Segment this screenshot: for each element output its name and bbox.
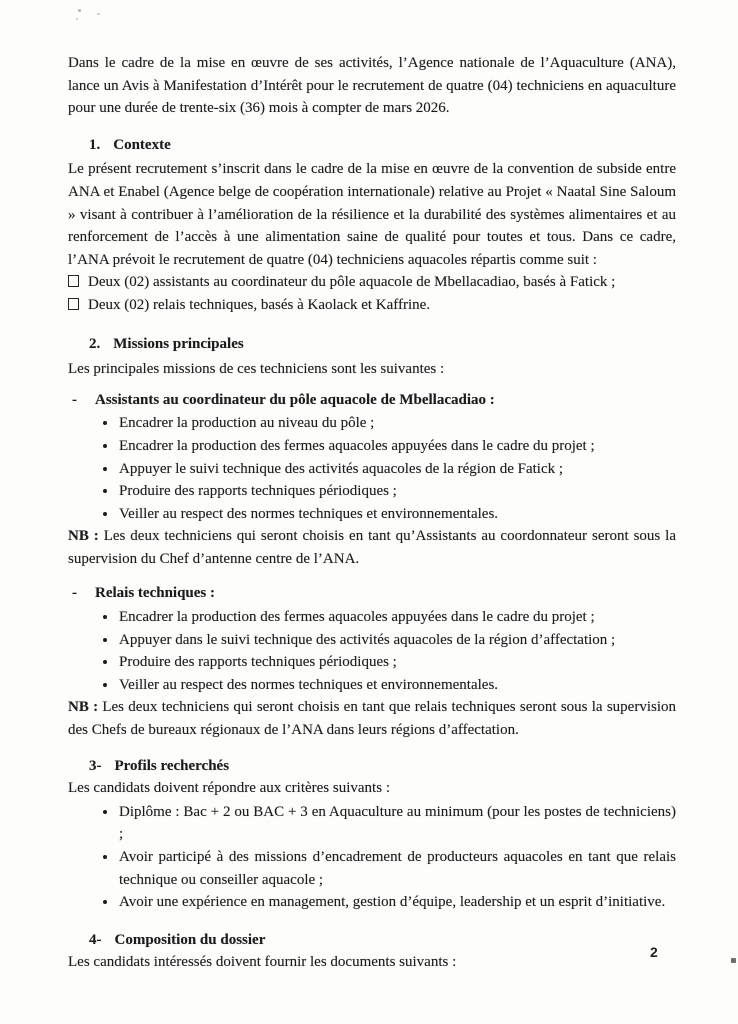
section-1-heading — [68, 134, 676, 157]
section-2-heading — [68, 333, 676, 356]
group-title-text: Relais techniques : — [95, 585, 215, 602]
list-item: • Appuyer dans le suivi technique des activités aquacoles de la région d’affectation ; — [118, 629, 676, 652]
list-item: • Encadrer la production au niveau du pôle ; — [118, 412, 676, 435]
nb-note-assistants — [68, 525, 676, 570]
section-4-lead: Les candidats intéressés doivent fournir les documents suivants : — [68, 954, 457, 971]
scan-speck — [76, 18, 78, 20]
dash-marker: - — [72, 391, 77, 408]
dash-marker: - — [72, 585, 77, 602]
recruitment-item-text: Deux (02) assistants au coordinateur du pôle aquacole de Mbellacadiao, basés à Fatick ; — [88, 274, 616, 291]
section-2-lead: Les principales missions de ces techniciens sont les suivantes : — [68, 361, 445, 378]
group-relais-title — [68, 582, 676, 605]
section-1-body: Le présent recrutement s’inscrit dans le cadre de la mise en œuvre de la convention de subside entre ANA et Enabel (Agence belge de coopération internationale) relative au Projet « Naatal Sine Saloum » visant à contribuer à l’amélioration de la résilience et la durabilité des systèmes alimentaires et au renforcement de l’accès à une alimentation saine de qualité pour toutes et tous. Dans ce cadre, l’ANA prévoit le recrutement de quatre (04) techniciens aquacoles répartis comme suit : — [68, 161, 676, 268]
list-item: • Encadrer la production des fermes aquacoles appuyées dans le cadre du projet ; — [118, 435, 676, 458]
nb-text: Les deux techniciens qui seront choisis en tant que relais techniques seront sous la supervision des Chefs de bureaux régionaux de l’ANA dans leurs régions d’affectation. — [68, 699, 676, 739]
scan-speck — [97, 13, 100, 15]
section-2-title: Missions principales — [113, 335, 244, 352]
nb-label: NB : — [68, 528, 99, 545]
page-content — [68, 52, 676, 974]
criteria-list — [68, 801, 676, 914]
recruitment-item-assistants — [68, 271, 676, 294]
section-3-heading — [68, 755, 676, 778]
list-item: • Avoir une expérience en management, gestion d’équipe, leadership et un esprit d’initiative. — [118, 891, 676, 914]
nb-text: Les deux techniciens qui seront choisis en tant qu’Assistants au coordonnateur seront sous la supervision du Chef d’antenne centre de l’ANA. — [68, 528, 676, 567]
section-4-title: Composition du dossier — [114, 931, 266, 948]
checkbox-icon — [68, 298, 79, 310]
list-item: • Veiller au respect des normes techniques et environnementales. — [118, 503, 676, 526]
section-1-number: 1. — [89, 136, 101, 153]
list-item: • Avoir participé à des missions d’encadrement de producteurs aquacoles en tant que relais technique ou conseiller aquacole ; — [118, 846, 676, 891]
list-item: • Veiller au respect des normes techniques et environnementales. — [118, 674, 676, 697]
nb-label: NB : — [68, 699, 99, 716]
scan-speck — [731, 958, 736, 963]
list-item: • Encadrer la production des fermes aquacoles appuyées dans le cadre du projet ; — [118, 606, 676, 629]
recruitment-item-text: Deux (02) relais techniques, basés à Kaolack et Kaffrine. — [88, 296, 431, 313]
assistants-missions-list — [68, 412, 676, 525]
recruitment-item-relais — [68, 294, 676, 317]
intro-paragraph: Dans le cadre de la mise en œuvre de ses activités, l’Agence nationale de l’Aquaculture (ANA), lance un Avis à Manifestation d’Intérêt pour le recrutement de quatre (04) techniciens en aquaculture pour une durée de trente-six (36) mois à compter de mars 2026. — [68, 55, 676, 117]
section-3-lead: Les candidats doivent répondre aux critères suivants : — [68, 780, 390, 797]
page-number: 2 — [650, 944, 658, 960]
group-title-text: Assistants au coordinateur du pôle aquacole de Mbellacadiao : — [95, 391, 495, 408]
section-4-number: 4- — [89, 931, 102, 948]
list-item: • Produire des rapports techniques périodiques ; — [118, 480, 676, 503]
nb-note-relais — [68, 696, 676, 741]
list-item: • Produire des rapports techniques périodiques ; — [118, 651, 676, 674]
list-item: • Diplôme : Bac + 2 ou BAC + 3 en Aquaculture au minimum (pour les postes de techniciens) ; — [118, 801, 676, 846]
checkbox-icon — [68, 275, 79, 287]
list-item: • Appuyer le suivi technique des activités aquacoles de la région de Fatick ; — [118, 458, 676, 481]
section-3-title: Profils recherchés — [114, 757, 230, 774]
section-3-number: 3- — [89, 757, 102, 774]
group-assistants-title — [68, 389, 676, 412]
section-4-heading — [68, 929, 676, 952]
relais-missions-list — [68, 606, 676, 696]
scan-speck — [78, 9, 81, 12]
section-2-number: 2. — [89, 335, 101, 352]
section-1-title: Contexte — [113, 136, 171, 153]
